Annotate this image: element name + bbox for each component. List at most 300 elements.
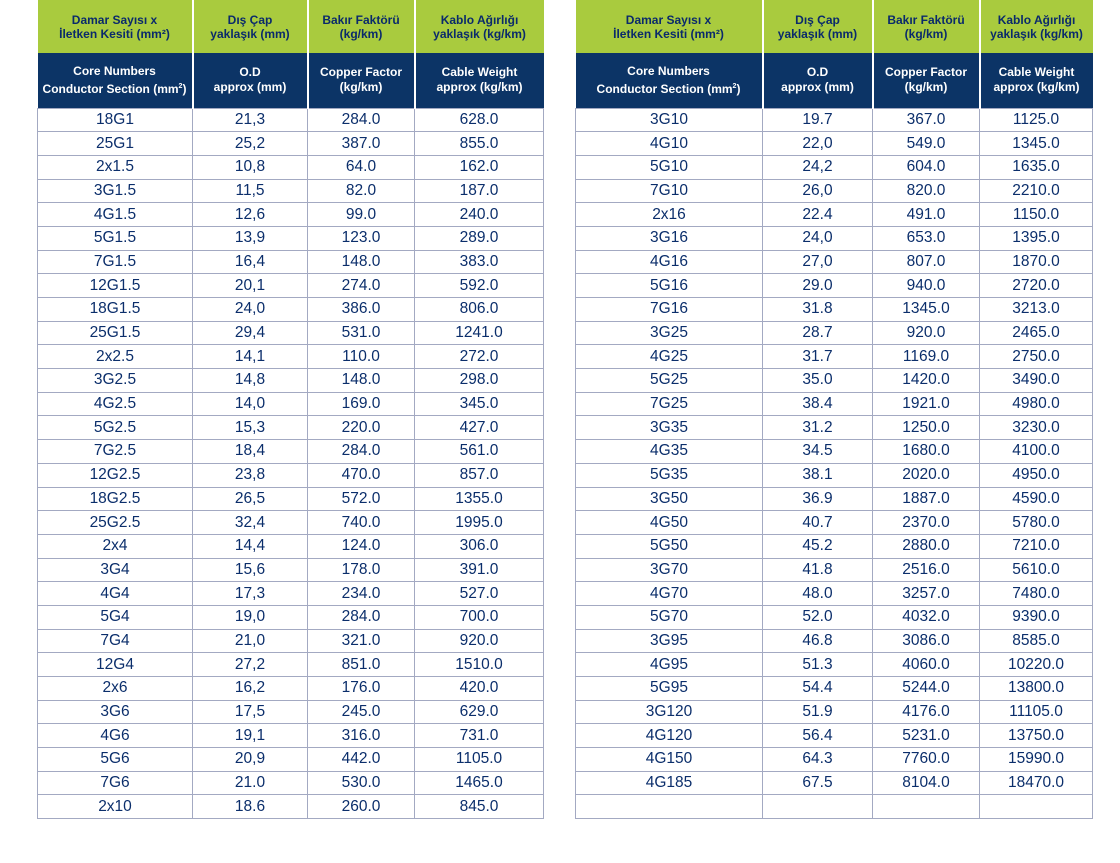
cell-outer-diameter: 20,1 [193,274,308,298]
table-row [38,369,544,393]
table-row [38,416,544,440]
header-core-section-en: Core Numbers Conductor Section $(mm^2)$ [38,53,193,108]
table-row [576,345,1093,369]
cell-cable-weight: 391.0 [415,558,544,582]
cell-cable-weight: 2720.0 [980,274,1093,298]
cell-core-section: 5G25 [576,369,763,393]
cell-core-section: 25G1 [38,132,193,156]
cell-copper-factor: 234.0 [308,582,415,606]
cell-cable-weight: 3490.0 [980,369,1093,393]
table-row [576,771,1093,795]
table-row [38,392,544,416]
cell-copper-factor: 148.0 [308,369,415,393]
cell-outer-diameter: 31.8 [763,298,873,322]
cell-cable-weight: 9390.0 [980,605,1093,629]
cell-cable-weight: 628.0 [415,108,544,132]
table-row [38,179,544,203]
cell-copper-factor: 2020.0 [873,463,980,487]
cell-cable-weight: 1125.0 [980,108,1093,132]
cell-copper-factor: 169.0 [308,392,415,416]
cell-core-section: 3G25 [576,321,763,345]
cable-data-table-right [575,0,1093,819]
table-row [576,605,1093,629]
cell-outer-diameter: 21,3 [193,108,308,132]
table-row [576,155,1093,179]
table-row [38,250,544,274]
cell-copper-factor: 4060.0 [873,653,980,677]
cell-core-section: 3G4 [38,558,193,582]
cell-copper-factor: 442.0 [308,748,415,772]
cell-outer-diameter: 26,5 [193,487,308,511]
cell-cable-weight: 920.0 [415,629,544,653]
cell-outer-diameter: 15,3 [193,416,308,440]
cell-outer-diameter: 13,9 [193,226,308,250]
cell-core-section: 4G16 [576,250,763,274]
cell-outer-diameter: 22,0 [763,132,873,156]
table-row [38,771,544,795]
cell-copper-factor: 82.0 [308,179,415,203]
cell-outer-diameter: 40.7 [763,511,873,535]
table-row [38,108,544,132]
cell-copper-factor: 4176.0 [873,700,980,724]
table-row [576,274,1093,298]
table-row [576,416,1093,440]
table-row [576,700,1093,724]
cell-cable-weight: 345.0 [415,392,544,416]
cell-outer-diameter: 28.7 [763,321,873,345]
cell-copper-factor: 386.0 [308,298,415,322]
cell-copper-factor: 1680.0 [873,440,980,464]
table-row [38,132,544,156]
cell-core-section: 3G120 [576,700,763,724]
cell-core-section: 7G16 [576,298,763,322]
cell-core-section: 3G95 [576,629,763,653]
cell-outer-diameter: 16,4 [193,250,308,274]
cell-outer-diameter: 27,2 [193,653,308,677]
cell-cable-weight: 2465.0 [980,321,1093,345]
cell-copper-factor: 316.0 [308,724,415,748]
cell-cable-weight: 7210.0 [980,534,1093,558]
cell-outer-diameter: 29,4 [193,321,308,345]
cell-core-section: 18G2.5 [38,487,193,511]
cell-core-section: 4G6 [38,724,193,748]
table-row [38,582,544,606]
table-row [38,677,544,701]
cell-core-section: 4G70 [576,582,763,606]
cell-copper-factor: 1169.0 [873,345,980,369]
cell-copper-factor: 260.0 [308,795,415,819]
cell-cable-weight: 527.0 [415,582,544,606]
cell-outer-diameter: 64.3 [763,748,873,772]
cell-core-section: 3G50 [576,487,763,511]
table-row [576,463,1093,487]
cell-cable-weight: 1345.0 [980,132,1093,156]
header-od-en: O.D approx (mm) [763,53,873,108]
cell-outer-diameter: 14,0 [193,392,308,416]
cell-core-section: 7G25 [576,392,763,416]
cell-outer-diameter: 22.4 [763,203,873,227]
cell-outer-diameter: 51.9 [763,700,873,724]
table-row [576,653,1093,677]
cell-core-section: 3G70 [576,558,763,582]
cell-core-section: 7G10 [576,179,763,203]
cell-core-section: 7G6 [38,771,193,795]
cell-copper-factor: 245.0 [308,700,415,724]
cell-cable-weight: 1635.0 [980,155,1093,179]
cell-core-section: 3G35 [576,416,763,440]
cell-cable-weight: 1241.0 [415,321,544,345]
cell-core-section: 5G16 [576,274,763,298]
cell-cable-weight: 15990.0 [980,748,1093,772]
cell-core-section: 4G4 [38,582,193,606]
cell-cable-weight: 4980.0 [980,392,1093,416]
cell-cable-weight: 855.0 [415,132,544,156]
cell-cable-weight: 1105.0 [415,748,544,772]
table-row [576,534,1093,558]
cell-core-section: 3G16 [576,226,763,250]
cell-copper-factor: 387.0 [308,132,415,156]
cell-copper-factor: 284.0 [308,108,415,132]
cell-outer-diameter: 36.9 [763,487,873,511]
cell-copper-factor: 2516.0 [873,558,980,582]
table-row [576,108,1093,132]
cell-outer-diameter: 31.2 [763,416,873,440]
table-row [38,795,544,819]
cell-outer-diameter: 29.0 [763,274,873,298]
cell-outer-diameter: 35.0 [763,369,873,393]
table-row [576,795,1093,819]
cell-copper-factor: 1250.0 [873,416,980,440]
cell-outer-diameter: 56.4 [763,724,873,748]
header-od-tr: Dış Çap yaklaşık (mm) [763,0,873,53]
cell-copper-factor: 284.0 [308,440,415,464]
cell-core-section: 5G1.5 [38,226,193,250]
cell-outer-diameter: 52.0 [763,605,873,629]
cell-core-section: 2x10 [38,795,193,819]
table-row [576,392,1093,416]
header-row-turkish [38,0,544,53]
table-row [576,179,1093,203]
cell-core-section: 12G4 [38,653,193,677]
cell-copper-factor: 124.0 [308,534,415,558]
header-copper-factor-tr: Bakır Faktörü (kg/km) [873,0,980,53]
cell-cable-weight: 427.0 [415,416,544,440]
header-row-english [576,53,1093,108]
cell-outer-diameter: 38.1 [763,463,873,487]
cell-outer-diameter: 14,8 [193,369,308,393]
table-row [576,748,1093,772]
cell-cable-weight: 11105.0 [980,700,1093,724]
cell-cable-weight: 8585.0 [980,629,1093,653]
table-row [576,582,1093,606]
cell-cable-weight: 561.0 [415,440,544,464]
cell-outer-diameter: 17,5 [193,700,308,724]
cell-core-section: 2x1.5 [38,155,193,179]
left-table-body [38,108,544,819]
cell-cable-weight: 700.0 [415,605,544,629]
cell-cable-weight: 1355.0 [415,487,544,511]
cell-cable-weight: 18470.0 [980,771,1093,795]
cell-outer-diameter: 27,0 [763,250,873,274]
cell-core-section: 2x16 [576,203,763,227]
cell-core-section: 5G70 [576,605,763,629]
table-row [38,724,544,748]
header-cable-weight-en: Cable Weight approx (kg/km) [415,53,544,108]
cell-copper-factor: 940.0 [873,274,980,298]
header-copper-factor-en: Copper Factor (kg/km) [873,53,980,108]
cell-core-section [576,795,763,819]
table-row [38,321,544,345]
cell-copper-factor: 920.0 [873,321,980,345]
cell-copper-factor: 274.0 [308,274,415,298]
cell-copper-factor: 531.0 [308,321,415,345]
cell-cable-weight: 5780.0 [980,511,1093,535]
header-cable-weight-en: Cable Weight approx (kg/km) [980,53,1093,108]
cell-outer-diameter: 16,2 [193,677,308,701]
cell-cable-weight: 1870.0 [980,250,1093,274]
cell-outer-diameter: 24,2 [763,155,873,179]
table-row [576,677,1093,701]
cell-copper-factor [873,795,980,819]
cell-core-section: 2x2.5 [38,345,193,369]
cell-cable-weight [980,795,1093,819]
cell-cable-weight: 845.0 [415,795,544,819]
cell-cable-weight: 298.0 [415,369,544,393]
table-row [576,511,1093,535]
cell-copper-factor: 5244.0 [873,677,980,701]
cell-outer-diameter: 51.3 [763,653,873,677]
table-row [38,511,544,535]
cell-outer-diameter: 24,0 [193,298,308,322]
cell-copper-factor: 2370.0 [873,511,980,535]
cell-copper-factor: 321.0 [308,629,415,653]
cell-core-section: 18G1 [38,108,193,132]
cell-copper-factor: 1887.0 [873,487,980,511]
table-row [38,748,544,772]
cell-core-section: 5G35 [576,463,763,487]
right-table-body [576,108,1093,819]
table-row [38,155,544,179]
cell-core-section: 5G10 [576,155,763,179]
cell-core-section: 4G50 [576,511,763,535]
cell-copper-factor: 8104.0 [873,771,980,795]
cell-cable-weight: 3213.0 [980,298,1093,322]
table-row [576,250,1093,274]
table-row [38,558,544,582]
cell-outer-diameter: 24,0 [763,226,873,250]
cell-outer-diameter: 48.0 [763,582,873,606]
cell-cable-weight: 13750.0 [980,724,1093,748]
cell-outer-diameter: 18.6 [193,795,308,819]
cell-copper-factor: 123.0 [308,226,415,250]
cell-cable-weight: 306.0 [415,534,544,558]
cell-core-section: 12G2.5 [38,463,193,487]
cell-copper-factor: 367.0 [873,108,980,132]
header-core-section-en: Core Numbers Conductor Section $(mm^2)$ [576,53,763,108]
cell-copper-factor: 178.0 [308,558,415,582]
cell-copper-factor: 2880.0 [873,534,980,558]
cell-copper-factor: 148.0 [308,250,415,274]
table-row [576,440,1093,464]
cell-core-section: 4G2.5 [38,392,193,416]
cell-copper-factor: 807.0 [873,250,980,274]
cell-cable-weight: 7480.0 [980,582,1093,606]
cell-outer-diameter: 32,4 [193,511,308,535]
cell-outer-diameter: 19.7 [763,108,873,132]
cell-outer-diameter: 31.7 [763,345,873,369]
cell-copper-factor: 176.0 [308,677,415,701]
cell-copper-factor: 7760.0 [873,748,980,772]
cell-cable-weight: 4950.0 [980,463,1093,487]
cell-outer-diameter: 46.8 [763,629,873,653]
cell-copper-factor: 530.0 [308,771,415,795]
cell-outer-diameter: 14,4 [193,534,308,558]
cell-cable-weight: 592.0 [415,274,544,298]
table-row [38,534,544,558]
cell-copper-factor: 5231.0 [873,724,980,748]
cell-copper-factor: 549.0 [873,132,980,156]
cell-core-section: 18G1.5 [38,298,193,322]
table-row [576,132,1093,156]
cell-core-section: 25G2.5 [38,511,193,535]
cell-copper-factor: 820.0 [873,179,980,203]
table-row [576,487,1093,511]
cell-core-section: 4G150 [576,748,763,772]
cell-cable-weight: 2750.0 [980,345,1093,369]
cell-core-section: 7G2.5 [38,440,193,464]
table-row [38,605,544,629]
cell-core-section: 4G185 [576,771,763,795]
header-copper-factor-en: Copper Factor (kg/km) [308,53,415,108]
table-row [38,226,544,250]
cell-outer-diameter: 17,3 [193,582,308,606]
cell-core-section: 5G2.5 [38,416,193,440]
cell-core-section: 3G2.5 [38,369,193,393]
header-cable-weight-tr: Kablo Ağırlığı yaklaşık (kg/km) [415,0,544,53]
header-core-section-tr: Damar Sayısı x İletken Kesiti (mm²) [576,0,763,53]
cell-core-section: 5G4 [38,605,193,629]
table-row [38,463,544,487]
cell-copper-factor: 1345.0 [873,298,980,322]
cell-cable-weight: 240.0 [415,203,544,227]
cell-cable-weight: 2210.0 [980,179,1093,203]
cell-core-section: 4G1.5 [38,203,193,227]
cell-outer-diameter: 67.5 [763,771,873,795]
header-od-tr: Dış Çap yaklaşık (mm) [193,0,308,53]
cell-outer-diameter: 19,1 [193,724,308,748]
cell-cable-weight: 1465.0 [415,771,544,795]
table-row [38,629,544,653]
cell-cable-weight: 1510.0 [415,653,544,677]
header-row-english [38,53,544,108]
header-row-turkish [576,0,1093,53]
table-row [38,653,544,677]
cell-outer-diameter: 34.5 [763,440,873,464]
cell-core-section: 4G10 [576,132,763,156]
cell-outer-diameter: 11,5 [193,179,308,203]
cell-cable-weight: 1995.0 [415,511,544,535]
cell-outer-diameter: 45.2 [763,534,873,558]
cell-outer-diameter: 14,1 [193,345,308,369]
cell-cable-weight: 187.0 [415,179,544,203]
cell-copper-factor: 220.0 [308,416,415,440]
cell-copper-factor: 3257.0 [873,582,980,606]
cell-cable-weight: 4100.0 [980,440,1093,464]
cell-core-section: 4G95 [576,653,763,677]
cell-copper-factor: 470.0 [308,463,415,487]
cell-core-section: 12G1.5 [38,274,193,298]
cell-outer-diameter: 41.8 [763,558,873,582]
cell-cable-weight: 1395.0 [980,226,1093,250]
cell-outer-diameter: 21,0 [193,629,308,653]
table-row [576,203,1093,227]
table-row [38,487,544,511]
cell-core-section: 4G120 [576,724,763,748]
cell-cable-weight: 1150.0 [980,203,1093,227]
table-row [38,274,544,298]
cell-copper-factor: 653.0 [873,226,980,250]
cell-outer-diameter: 54.4 [763,677,873,701]
cell-copper-factor: 99.0 [308,203,415,227]
cell-cable-weight: 272.0 [415,345,544,369]
cell-copper-factor: 491.0 [873,203,980,227]
cell-outer-diameter: 38.4 [763,392,873,416]
cell-core-section: 5G50 [576,534,763,558]
cell-core-section: 4G35 [576,440,763,464]
cell-outer-diameter: 26,0 [763,179,873,203]
table-row [38,298,544,322]
header-cable-weight-tr: Kablo Ağırlığı yaklaşık (kg/km) [980,0,1093,53]
cell-copper-factor: 572.0 [308,487,415,511]
cell-core-section: 5G95 [576,677,763,701]
table-row [38,345,544,369]
cell-core-section: 3G6 [38,700,193,724]
cell-core-section: 5G6 [38,748,193,772]
cell-copper-factor: 110.0 [308,345,415,369]
header-core-section-tr: Damar Sayısı x İletken Kesiti (mm²) [38,0,193,53]
table-row [38,203,544,227]
cell-core-section: 7G1.5 [38,250,193,274]
cell-outer-diameter: 23,8 [193,463,308,487]
cell-outer-diameter: 18,4 [193,440,308,464]
cell-cable-weight: 806.0 [415,298,544,322]
cell-cable-weight: 4590.0 [980,487,1093,511]
table-row [576,558,1093,582]
cell-cable-weight: 383.0 [415,250,544,274]
cell-cable-weight: 420.0 [415,677,544,701]
cell-cable-weight: 5610.0 [980,558,1093,582]
cell-core-section: 25G1.5 [38,321,193,345]
table-row [38,440,544,464]
cell-copper-factor: 1420.0 [873,369,980,393]
table-row [576,369,1093,393]
cell-outer-diameter: 20,9 [193,748,308,772]
cell-outer-diameter: 19,0 [193,605,308,629]
cell-copper-factor: 1921.0 [873,392,980,416]
header-copper-factor-tr: Bakır Faktörü (kg/km) [308,0,415,53]
cell-outer-diameter: 10,8 [193,155,308,179]
cell-outer-diameter [763,795,873,819]
cell-copper-factor: 3086.0 [873,629,980,653]
cell-core-section: 4G25 [576,345,763,369]
header-od-en: O.D approx (mm) [193,53,308,108]
cell-copper-factor: 4032.0 [873,605,980,629]
table-row [576,298,1093,322]
cell-outer-diameter: 25,2 [193,132,308,156]
cell-cable-weight: 13800.0 [980,677,1093,701]
cell-cable-weight: 629.0 [415,700,544,724]
cell-copper-factor: 740.0 [308,511,415,535]
